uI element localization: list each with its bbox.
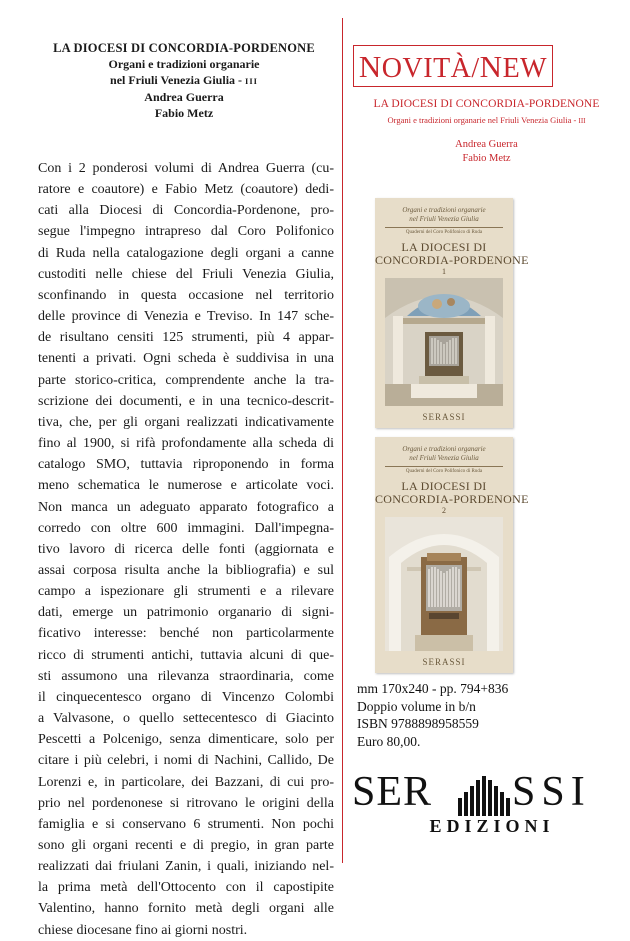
badge-text: OVITÀ/ (381, 53, 480, 84)
body-line: tenenti a privati. Ogni scheda è suddivisa in una (38, 351, 334, 367)
organ-pipes-icon (456, 776, 512, 816)
badge-letter: N (358, 49, 382, 84)
brand-text-right: SSI (512, 769, 591, 815)
body-line: custoditi nelle chiese del Friuli Venezia Giulia, (38, 266, 334, 282)
body-line: ratore e coautore) e Fabio Metz (coautore) dedi- (38, 182, 334, 198)
body-line: dati, emerge un patrimonio organario di signi- (38, 605, 334, 621)
body-line: sono gli organi recenti e di pregio, in gran parte (38, 838, 334, 853)
body-line: ricco di strumenti antichi, tuttavia alcuni di que- (38, 647, 334, 663)
cover-editor: Quaderni del Coro Polifonico di Ruda (405, 469, 483, 474)
body-line: fino al 1900, si rifà profondamente alla scheda di (38, 436, 334, 452)
spec-line: mm 170x240 - pp. 794+836 (357, 681, 509, 696)
body-line: realizzati dai friulani Zanin, i quali, iniziando nel- (38, 859, 334, 875)
body-line: Pescetti a Polcenigo, senza dimenticare, solo per (38, 732, 334, 748)
cover-title-line2: CONCORDIA-PORDENONE (375, 492, 529, 506)
brand-text-left: SER (352, 769, 433, 815)
review-body (38, 158, 334, 941)
body-line: Con i 2 ponderosi volumi di Andrea Guerra (cu- (38, 161, 334, 176)
body-line: Valentino, hanno fornito metà degli organi alle (38, 901, 334, 917)
body-line: sti assumono una rilevanza straordinaria, come (38, 668, 334, 684)
serassi-edizioni-logo (352, 768, 592, 848)
subtitle-text: nel Friuli Venezia Giulia - (110, 73, 246, 87)
body-line: campo a ispezionare gli strumenti e a rilevare (38, 584, 334, 600)
cover-publisher: SERASSI (422, 412, 466, 422)
body-line: assai corposa risulta anche la bibliografia) e sul (38, 562, 334, 578)
body-line: ficativo interesse: benché non particolarmente (38, 626, 334, 642)
body-line: parte storico-critica, comprendente anche la tra- (38, 372, 334, 388)
author-metz: Fabio Metz (154, 106, 214, 120)
body-line: a Valvasone, o quello settecentesco di Giacinto (38, 711, 334, 727)
spec-line: Euro 80,00. (357, 733, 421, 749)
body-line: Lorenzi e, in particolare, dei Bazzani, di cui pro- (38, 774, 334, 790)
author-guerra: Andrea Guerra (144, 90, 224, 104)
badge-text: EW (502, 53, 548, 84)
novita-new-badge (353, 45, 553, 87)
cover-title-line2: CONCORDIA-PORDENONE (375, 253, 529, 267)
right-author-metz: Fabio Metz (462, 153, 511, 164)
book-cover-volume-2 (375, 437, 529, 673)
body-line: tiva, che, per gli organi realizzati indicativamente (38, 414, 334, 430)
body-line: Non manca un adeguato apparato fotografico a (38, 499, 334, 515)
brand-subtitle: EDIZIONI (429, 816, 555, 836)
cover-title-line1: LA DIOCESI DI (401, 240, 487, 254)
right-author-guerra: Andrea Guerra (455, 139, 518, 150)
body-line: prio nel pordenonese si ritrovano le origini della (38, 795, 334, 811)
body-line: sconfinando in questa occasione nel territorio (38, 287, 334, 303)
book-cover-volume-1 (375, 198, 529, 428)
body-line: catalogo SMO, tuttavia riproponendo in forma (38, 457, 334, 473)
cover-series (375, 445, 513, 463)
body-line: di Ruda nella catalogazione degli organi a canne (38, 245, 334, 261)
cover-series-line2: nel Friuli Venezia Giulia (409, 454, 479, 462)
body-line: segue l'impegno intrapreso dal Coro Polifonico (38, 224, 334, 240)
cover-title (375, 240, 529, 267)
cover-editor: Quaderni del Coro Polifonico di Ruda (405, 230, 483, 235)
book-subtitle-line1: Organi e tradizioni organarie (108, 57, 260, 71)
volume-number: III (245, 76, 258, 86)
cover-volume-number: 2 (442, 506, 446, 515)
body-line: famiglia e si conservano 6 strumenti. Non pochi (38, 816, 334, 832)
body-line: meno schematica le numerose e articolate voci. (38, 478, 334, 494)
right-subtitle (343, 115, 630, 125)
cover-title (375, 479, 529, 506)
spec-line: ISBN 9788898958559 (357, 716, 479, 731)
book-subtitle-line2 (34, 72, 334, 89)
cover-title-line1: LA DIOCESI DI (401, 479, 487, 493)
book-header (34, 40, 334, 121)
cover-volume-number: 1 (442, 267, 446, 276)
cover-rule (385, 227, 503, 228)
right-volume: III (578, 117, 586, 125)
cover-series-line1: Organi e tradizioni organarie (402, 206, 486, 214)
body-line: chiese diocesane fino ai giorni nostri. (38, 922, 248, 938)
cover-series-line2: nel Friuli Venezia Giulia (409, 215, 479, 223)
body-line: la prima metà dell'Ottocento con il capostipite (38, 880, 334, 896)
body-line: scrizione dei documenti, e in una tecnico-descrit- (38, 393, 334, 409)
right-subtitle-text: Organi e tradizioni organarie nel Friuli Venezia Giulia - (387, 115, 579, 125)
body-line: de risultano censiti 125 strumenti, più 4 appar- (38, 330, 334, 346)
badge-letter: N (479, 49, 503, 84)
left-column (34, 40, 334, 121)
body-line: citare i più celebri, i nomi di Nachini, Callido, De (38, 753, 334, 769)
body-line: il cinquecentesco organo di Vincenzo Colombi (38, 689, 334, 705)
cover-publisher: SERASSI (422, 657, 466, 667)
body-line: corredo con oltre 600 immagini. Dall'impegna- (38, 520, 334, 536)
book-title: LA DIOCESI DI CONCORDIA-PORDENONE (53, 41, 315, 55)
right-title: LA DIOCESI DI CONCORDIA-PORDENONE (373, 98, 600, 110)
cover-series-line1: Organi e tradizioni organarie (402, 445, 486, 453)
spec-line: Doppio volume in b/n (357, 698, 476, 714)
church-organ-photo (385, 517, 503, 651)
cover-rule (385, 466, 503, 467)
cover-series (375, 206, 513, 224)
body-line: delle province di Venezia e Treviso. In 147 sche- (38, 309, 334, 325)
body-line: cati alla Diocesi di Concordia-Pordenone, pro- (38, 203, 334, 219)
church-organ-photo (385, 278, 503, 406)
book-specs (357, 680, 508, 750)
body-line: tivo lavoro di ricerca delle fonti (aggiornata e (38, 541, 334, 557)
